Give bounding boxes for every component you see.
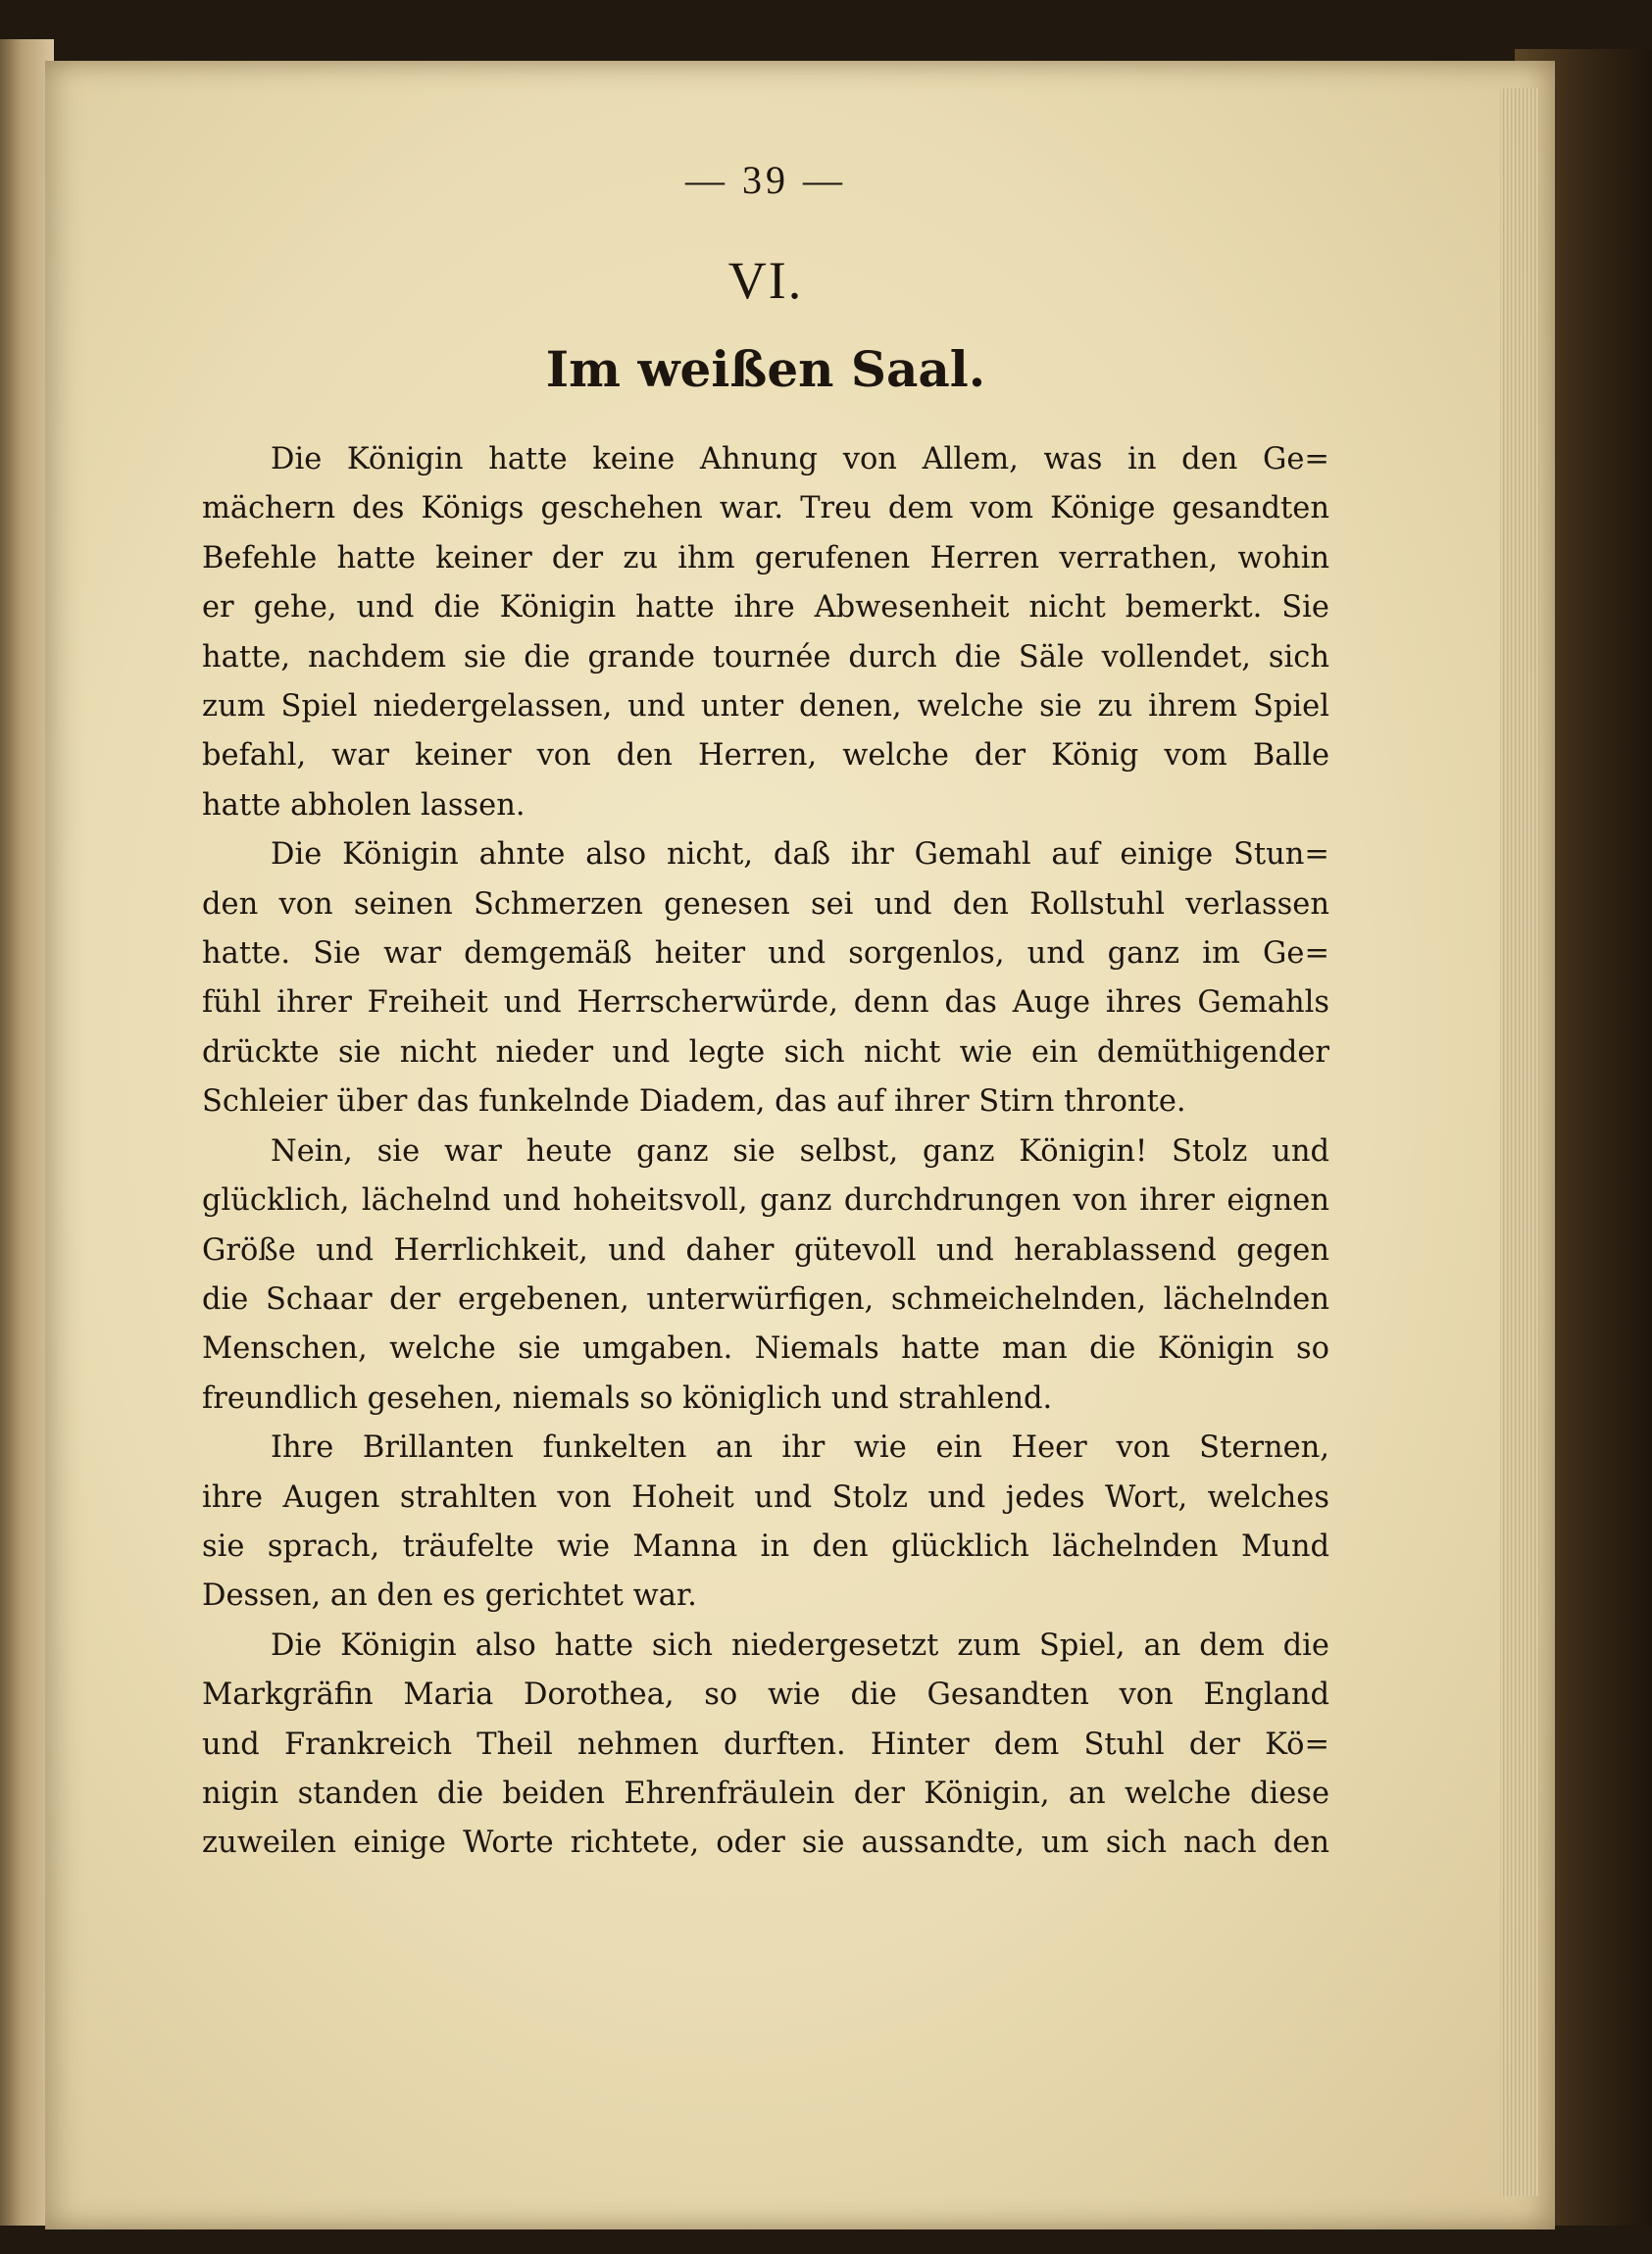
paragraph bbox=[202, 1127, 1329, 1424]
text-line: hatte, nachdem sie die grande tournée durch die Säle vollendet, sich bbox=[202, 639, 1329, 675]
text-line: er gehe, und die Königin hatte ihre Abwesenheit nicht bemerkt. Sie bbox=[202, 590, 1329, 626]
page-text bbox=[202, 157, 1329, 1869]
text-line: freundlich gesehen, niemals so königlich und strahlend. bbox=[202, 1380, 1053, 1416]
text-line: Schleier über das funkelnde Diadem, das auf ihrer Stirn thronte. bbox=[202, 1084, 1186, 1120]
text-line: sie sprach, träufelte wie Manna in den glücklich lächelnden Mund bbox=[202, 1528, 1329, 1564]
text-line: hatte. Sie war demgemäß heiter und sorgenlos, und ganz im Ge= bbox=[202, 936, 1329, 972]
text-line: Die Königin ahnte also nicht, daß ihr Gemahl auf einige Stun= bbox=[271, 837, 1329, 873]
text-line: mächern des Königs geschehen war. Treu dem vom Könige gesandten bbox=[202, 491, 1329, 526]
text-line: Die Königin hatte keine Ahnung von Allem, was in den Ge= bbox=[271, 442, 1329, 476]
text-line: den von seinen Schmerzen genesen sei und den Rollstuhl verlassen bbox=[202, 886, 1329, 922]
text-line: Größe und Herrlichkeit, und daher gütevoll und herablassend gegen bbox=[202, 1232, 1329, 1268]
text-line: Markgräfin Maria Dorothea, so wie die Gesandten von England bbox=[202, 1678, 1329, 1713]
text-line: Die Königin also hatte sich niedergesetzt zum Spiel, an dem die bbox=[271, 1628, 1329, 1663]
chapter-number: VI. bbox=[727, 251, 804, 310]
body-paragraphs bbox=[202, 435, 1329, 1869]
text-line: befahl, war keiner von den Herren, welche der König vom Balle bbox=[202, 738, 1329, 774]
text-line: glücklich, lächelnd und hoheitsvoll, ganz durchdrungen von ihrer eignen bbox=[202, 1183, 1329, 1219]
text-line: ihre Augen strahlten von Hoheit und Stolz und jedes Wort, welches bbox=[202, 1479, 1329, 1515]
text-line: Nein, sie war heute ganz sie selbst, ganz Königin! Stolz und bbox=[271, 1133, 1329, 1169]
text-line: Befehle hatte keiner der zu ihm gerufenen Herren verrathen, wohin bbox=[202, 540, 1329, 576]
page-number: — 39 — bbox=[685, 158, 846, 202]
chapter-title: Im weißen Saal. bbox=[545, 340, 986, 398]
paragraph bbox=[202, 1424, 1329, 1622]
text-line: Ihre Brillanten funkelten an ihr wie ein Heer von Sternen, bbox=[271, 1430, 1329, 1466]
text-line: hatte abholen lassen. bbox=[202, 787, 526, 823]
text-line: und Frankreich Theil nehmen durften. Hinter dem Stuhl der Kö= bbox=[202, 1727, 1329, 1762]
page-edges bbox=[1500, 88, 1539, 2196]
paragraph bbox=[202, 1622, 1329, 1869]
text-line: zum Spiel niedergelassen, und unter denen, welche sie zu ihrem Spiel bbox=[202, 689, 1329, 725]
text-line: drückte sie nicht nieder und legte sich nicht wie ein demüthigender bbox=[202, 1034, 1329, 1070]
text-line: die Schaar der ergebenen, unterwürfigen, schmeichelnden, lächelnden bbox=[202, 1281, 1329, 1317]
text-line: fühl ihrer Freiheit und Herrscherwürde, denn das Auge ihres Gemahls bbox=[202, 985, 1329, 1021]
text-line: Dessen, an den es gerichtet war. bbox=[202, 1578, 697, 1614]
paragraph bbox=[202, 435, 1329, 830]
paragraph bbox=[202, 830, 1329, 1127]
text-line: Menschen, welche sie umgaben. Niemals hatte man die Königin so bbox=[202, 1331, 1329, 1367]
text-line: zuweilen einige Worte richtete, oder sie aussandte, um sich nach den bbox=[202, 1826, 1329, 1861]
text-line: nigin standen die beiden Ehrenfräulein der Königin, an welche diese bbox=[202, 1776, 1329, 1811]
